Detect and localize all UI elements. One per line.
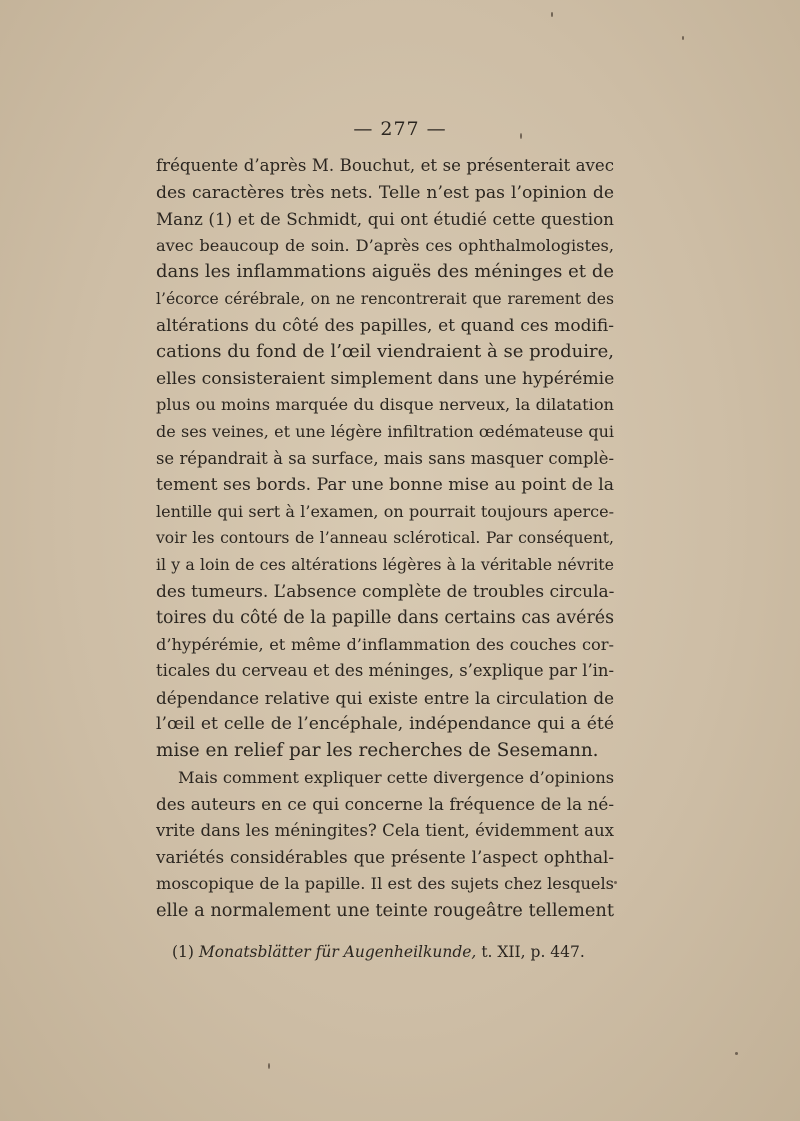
text-line: vrite dans les méningites? Cela tient, évidemment aux	[156, 820, 614, 840]
paper-speck	[520, 133, 522, 139]
text-line: des auteurs en ce qui concerne la fréquence de la né-	[156, 794, 614, 815]
paragraph-first-line: Mais comment expliquer cette divergence d’opinions	[178, 767, 615, 787]
paper-speck	[614, 881, 617, 884]
text-line: cations du fond de l’œil viendraient à se produire,	[156, 341, 614, 363]
text-line: toires du côté de la papille dans certains cas avérés	[156, 608, 614, 629]
page-number: — 277 —	[353, 118, 447, 140]
text-line: variétés considérables que présente l’aspect ophthal-	[156, 847, 614, 868]
text-line: moscopique de la papille. Il est des sujets chez lesquels	[156, 874, 614, 894]
text-line: elle a normalement une teinte rougeâtre tellement	[156, 899, 615, 921]
text-line: ticales du cerveau et des méninges, s’explique par l’in-	[156, 661, 614, 681]
text-line: d’hypérémie, et même d’inflammation des couches cor-	[156, 634, 614, 654]
text-line: avec beaucoup de soin. D’après ces ophthalmologistes,	[156, 235, 614, 255]
text-line: dans les inflammations aiguës des méninges et de	[156, 261, 614, 283]
footnote-citation: t. XII, p. 447.	[481, 943, 585, 961]
text-line: se répandrait à sa surface, mais sans masquer complè-	[156, 448, 614, 468]
text-line: lentille qui sert à l’examen, on pourrait toujours aperce-	[156, 501, 614, 521]
text-line: l’œil et celle de l’encéphale, indépendance qui a été	[156, 714, 614, 735]
text-line: fréquente d’après M. Bouchut, et se présenterait avec	[156, 156, 614, 175]
text-line: elles consisteraient simplement dans une hypérémie	[156, 368, 615, 389]
footnote-marker: (1)	[172, 943, 194, 961]
body-text	[156, 153, 614, 924]
text-line: de ses veines, et une légère infiltration œdémateuse qui	[156, 421, 614, 441]
text-line: Manz (1) et de Schmidt, qui ont étudié cette question	[156, 209, 614, 230]
paper-speck	[268, 1063, 270, 1069]
paper-speck	[682, 36, 684, 40]
text-line: des caractères très nets. Telle n’est pas l’opinion de	[156, 182, 614, 203]
footnote-title: Monatsblätter für Augenheilkunde,	[198, 943, 477, 961]
paper-speck	[735, 1052, 738, 1055]
footnote	[172, 942, 585, 962]
paragraph-last-line: mise en relief par les recherches de Sesemann.	[156, 740, 599, 762]
text-line: plus ou moins marquée du disque nerveux, la dilatation	[156, 395, 614, 415]
text-line: il y a loin de ces altérations légères à la véritable névrite	[156, 554, 614, 574]
text-line: voir les contours de l’anneau sclérotical. Par conséquent,	[156, 529, 614, 548]
text-line: altérations du côté des papilles, et quand ces modifi-	[156, 315, 614, 336]
text-line: l’écorce cérébrale, on ne rencontrerait que rarement des	[156, 289, 614, 308]
text-line: dépendance relative qui existe entre la circulation de	[156, 687, 614, 708]
text-line: tement ses bords. Par une bonne mise au point de la	[156, 475, 614, 496]
text-line: des tumeurs. L’absence complète de troubles circula-	[156, 581, 615, 602]
paper-speck	[551, 12, 553, 17]
